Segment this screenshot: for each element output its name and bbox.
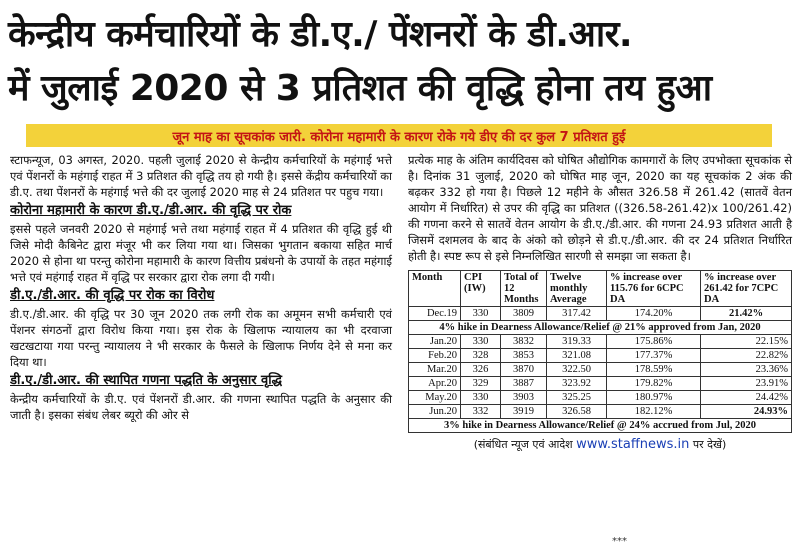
- section-text-covid-freeze: इससे पहले जनवरी 2020 से महंगाई भत्ते तथा महंगाई राहत में 4 प्रतिशत की वृद्धि हुई थी जिसे मोदी कैबिनेट द्वारा मंजूर भी कर लिया गया था। जिसका भुगतान बकाया सहित मार्च 2020 से होना था परन्तु कोरोना महामारी के कारण वित्तीय प्रबंधनो के उपायों के तहत महंगाई भत्ते एवं महंगाई राहत में वृद्धि पर सरकार द्वारा रोक लगा दी गयी।: [10, 222, 392, 284]
- end-marker: ***: [612, 536, 627, 547]
- section-text-protest: डी.ए./डी.आर. की वृद्धि पर 30 जून 2020 तक लगी रोक का अमूमन सभी कर्मचारी एवं पेंशनर संगठनों द्वारा विरोध किया गया। इस रोक के खिलाफ न्यायालय का भी दरवाजा खटखटाया गया परन्तु न्यायालय ने भी सरकार के फैसले के खिलाफ निर्णय देने से मना कर दिया था।: [10, 307, 392, 369]
- cell-7cpc: 24.42%: [701, 391, 792, 405]
- cell-average: 325.25: [547, 391, 607, 405]
- section-text-calculation: केन्द्रीय कर्मचारियों के डी.ए. एवं पेंशनरों डी.आर. की गणना स्थापित पद्धति के अनुसार की जाती है। इसका संबंध लेबर ब्यूरो की ओर से: [10, 392, 392, 422]
- da-calculation-table: [408, 270, 792, 433]
- cell-month: Mar.20: [409, 363, 461, 377]
- cell-cpi: 326: [461, 363, 501, 377]
- cell-month: Apr.20: [409, 377, 461, 391]
- cell-7cpc: 24.93%: [701, 405, 792, 419]
- col-header-6cpc: % increase over 115.76 for 6CPC DA: [607, 271, 701, 307]
- cell-month: Feb.20: [409, 349, 461, 363]
- table-row: [409, 377, 792, 391]
- cell-6cpc: 180.97%: [607, 391, 701, 405]
- cell-6cpc: 182.12%: [607, 405, 701, 419]
- cell-cpi: 329: [461, 377, 501, 391]
- cell-total: 3809: [501, 307, 547, 321]
- cell-average: 323.92: [547, 377, 607, 391]
- headline-line-1: केन्द्रीय कर्मचारियों के डी.ए./ पेंशनरों के डी.आर.: [8, 14, 633, 55]
- col-header-total: Total of 12 Months: [501, 271, 547, 307]
- cell-month: Jun.20: [409, 405, 461, 419]
- headline: [8, 8, 792, 116]
- table-row: [409, 349, 792, 363]
- col-header-average: Twelve monthly Average: [547, 271, 607, 307]
- cell-total: 3919: [501, 405, 547, 419]
- left-column: [10, 152, 392, 425]
- col-header-month: Month: [409, 271, 461, 307]
- cell-total: 3887: [501, 377, 547, 391]
- cell-average: 321.08: [547, 349, 607, 363]
- cell-month: Dec.19: [409, 307, 461, 321]
- cell-7cpc: 22.15%: [701, 335, 792, 349]
- section-heading-protest: डी.ए./डी.आर. की वृद्धि पर रोक का विरोध: [10, 288, 215, 303]
- staffnews-link[interactable]: www.staffnews.in: [576, 437, 690, 452]
- col-header-7cpc: % increase over 261.42 for 7CPC DA: [701, 271, 792, 307]
- cell-cpi: 328: [461, 349, 501, 363]
- cell-average: 322.50: [547, 363, 607, 377]
- footnote-suffix: पर देखें): [689, 438, 727, 451]
- cell-6cpc: 178.59%: [607, 363, 701, 377]
- cell-month: Jan.20: [409, 335, 461, 349]
- cell-6cpc: 177.37%: [607, 349, 701, 363]
- table-row: [409, 307, 792, 321]
- intro-paragraph: स्टाफन्यूज, 03 अगस्त, 2020. पहली जुलाई 2020 से केन्द्रीय कर्मचारियों के महंगाई भत्ते एवं पेंशनरों के महंगाई राहत में 3 प्रतिशत की वृद्धि तय हो गयी है। इससे केंद्रीय कर्मचारियों का डी.ए. तथा पेंशनरों के महंगाई भत्ते की दर जुलाई 2020 माह से 24 प्रतिशत पर पहुच गया।: [10, 153, 392, 199]
- note-jan-2020: 4% hike in Dearness Allowance/Relief @ 21% approved from Jan, 2020: [409, 321, 792, 335]
- cell-cpi: 330: [461, 391, 501, 405]
- section-heading-covid-freeze: कोरोना महामारी के कारण डी.ए./डी.आर. की वृद्धि पर रोक: [10, 203, 292, 218]
- section-heading-calculation: डी.ए./डी.आर. की स्थापित गणना पद्धति के अनुसार वृद्धि: [10, 373, 283, 388]
- footnote-prefix: (संबंधित न्यूज एवं आदेश: [473, 438, 577, 451]
- cell-month: May.20: [409, 391, 461, 405]
- table-row: [409, 405, 792, 419]
- cell-7cpc: 22.82%: [701, 349, 792, 363]
- cell-total: 3853: [501, 349, 547, 363]
- table-header-row: [409, 271, 792, 307]
- cell-7cpc: 23.36%: [701, 363, 792, 377]
- cell-average: 319.33: [547, 335, 607, 349]
- table-note-row: [409, 419, 792, 433]
- cell-total: 3832: [501, 335, 547, 349]
- cell-6cpc: 175.86%: [607, 335, 701, 349]
- footnote: [408, 437, 792, 453]
- subhead-text: जून माह का सूचकांक जारी. कोरोना महामारी के कारण रोके गये डीए की दर कुल 7 प्रतिशत हुई: [172, 129, 626, 145]
- table-row: [409, 391, 792, 405]
- col-header-cpi: CPI (IW): [461, 271, 501, 307]
- cell-7cpc: 23.91%: [701, 377, 792, 391]
- cell-total: 3870: [501, 363, 547, 377]
- cell-average: 317.42: [547, 307, 607, 321]
- cell-cpi: 330: [461, 335, 501, 349]
- right-column: [408, 152, 792, 453]
- cell-cpi: 332: [461, 405, 501, 419]
- cell-total: 3903: [501, 391, 547, 405]
- table-row: [409, 363, 792, 377]
- table-row: [409, 335, 792, 349]
- cell-cpi: 330: [461, 307, 501, 321]
- cell-6cpc: 179.82%: [607, 377, 701, 391]
- cell-average: 326.58: [547, 405, 607, 419]
- table-note-row: [409, 321, 792, 335]
- calculation-paragraph: प्रत्येक माह के अंतिम कार्यदिवस को घोषित औद्योगिक कामगारों के लिए उपभोक्ता सूचकांक से है। दिनांक 31 जुलाई, 2020 को घोषित माह जून, 2020 का यह सूचकांक 2 अंक की बढ़कर 332 हो गया है। पिछले 12 महीने के औसत 326.58 में 261.42 (सातवें वेतन आयोग में निर्धारित) से उपर की वृद्धि का प्रतिशत ((326.58-261.42)x 100/261.42) की गणना करने से सातवें वेतन आयोग के डी.ए./डी.आर. की गणना 24.93 प्रतिशत आती है जिसमें दशमलव के बाद के अंको को छोड़ने से डी.ए./डी.आर. की दर 24 प्रतिशत निर्धारित होती है। स्पष्ट रूप से इसे निम्नलिखित सारणी से समझा जा सकता है।: [408, 153, 792, 263]
- cell-7cpc: 21.42%: [701, 307, 792, 321]
- note-jul-2020: 3% hike in Dearness Allowance/Relief @ 24% accrued from Jul, 2020: [409, 419, 792, 433]
- subhead-banner: [26, 124, 772, 147]
- headline-line-2: में जुलाई 2020 से 3 प्रतिशत की वृद्धि होना तय हुआ: [8, 68, 712, 109]
- cell-6cpc: 174.20%: [607, 307, 701, 321]
